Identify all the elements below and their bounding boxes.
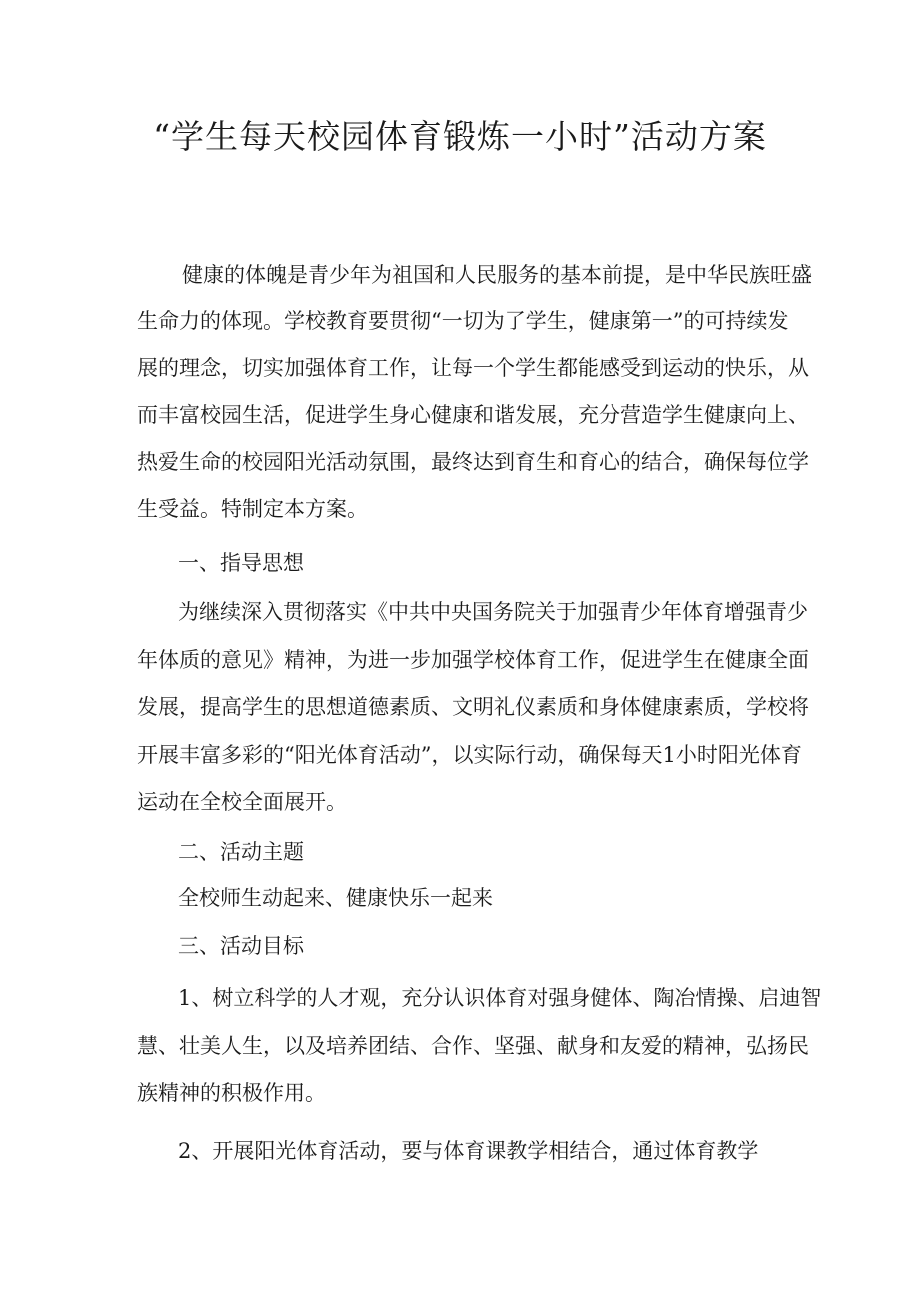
paragraph-line: 全校师生动起来、健康快乐一起来 bbox=[178, 886, 493, 910]
list-item-line: 2、开展阳光体育活动，要与体育课教学相结合，通过体育教学 bbox=[178, 1139, 759, 1163]
intro-line: 热爱生命的校园阳光活动氛围，最终达到育生和育心的结合，确保每位学 bbox=[137, 450, 809, 474]
section-heading: 一、指导思想 bbox=[178, 551, 304, 575]
intro-line: 生命力的体现。学校教育要贯彻“一切为了学生，健康第一”的可持续发 bbox=[137, 309, 789, 333]
list-item-line: 慧、壮美人生，以及培养团结、合作、坚强、献身和友爱的精神，弘扬民 bbox=[137, 1034, 809, 1058]
paragraph-line: 年体质的意见》精神，为进一步加强学校体育工作，促进学生在健康全面 bbox=[137, 648, 809, 672]
paragraph-line: 发展，提高学生的思想道德素质、文明礼仪素质和身体健康素质，学校将 bbox=[137, 695, 809, 719]
paragraph-line: 开展丰富多彩的“阳光体育活动”，以实际行动，确保每天1小时阳光体育 bbox=[137, 743, 802, 767]
paragraph-line: 运动在全校全面展开。 bbox=[137, 790, 347, 814]
intro-line: 健康的体魄是青少年为祖国和人民服务的基本前提，是中华民族旺盛 bbox=[182, 263, 812, 287]
section-heading: 三、活动目标 bbox=[178, 934, 304, 958]
list-item-line: 族精神的积极作用。 bbox=[137, 1081, 326, 1105]
list-item-line: 1、树立科学的人才观，充分认识体育对强身健体、陶冶情操、启迪智 bbox=[178, 986, 822, 1010]
section-heading: 二、活动主题 bbox=[178, 840, 304, 864]
intro-line: 展的理念，切实加强体育工作，让每一个学生都能感受到运动的快乐，从 bbox=[137, 356, 809, 380]
document-title: “学生每天校园体育锻炼一小时”活动方案 bbox=[153, 117, 767, 156]
intro-line: 而丰富校园生活，促进学生身心健康和谐发展，充分营造学生健康向上、 bbox=[137, 403, 809, 427]
paragraph-line: 为继续深入贯彻落实《中共中央国务院关于加强青少年体育增强青少 bbox=[178, 600, 808, 624]
intro-line: 生受益。特制定本方案。 bbox=[137, 497, 368, 521]
